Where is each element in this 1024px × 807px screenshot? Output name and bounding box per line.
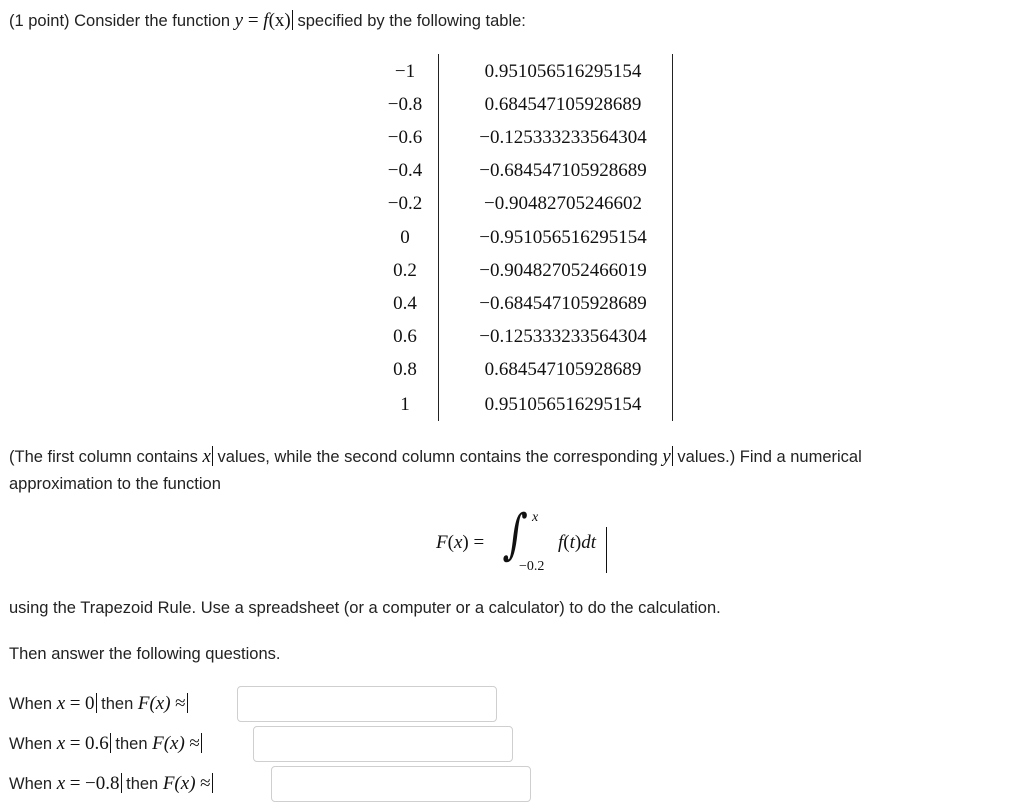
question-3-label: When x = −0.8 then F(x) ≈ xyxy=(9,773,211,794)
explanation-line-1: (The first column contains x values, while the second column contains the corresponding y values.) Find a numerical xyxy=(9,446,862,467)
integral-sign: ∫ xyxy=(501,503,530,567)
y-value: 0.951056516295154 xyxy=(484,61,642,82)
x-value: −0.6 xyxy=(387,127,423,148)
y-value: −0.125333233564304 xyxy=(479,127,647,148)
table-row xyxy=(370,154,680,187)
y-value: −0.951056516295154 xyxy=(479,227,647,248)
y-value: 0.684547105928689 xyxy=(484,359,642,380)
x-value: 0.6 xyxy=(393,326,417,347)
x-value: 0.2 xyxy=(393,260,417,281)
table-row xyxy=(370,88,680,121)
table-row xyxy=(370,121,680,154)
intro-suffix: specified by the following table: xyxy=(297,12,526,30)
table-row xyxy=(370,353,680,386)
x-value: 0 xyxy=(400,227,410,248)
y-value: −0.684547105928689 xyxy=(479,160,647,181)
cursor-bar xyxy=(606,527,607,573)
y-value: 0.684547105928689 xyxy=(484,94,642,115)
followup-text: Then answer the following questions. xyxy=(9,645,281,663)
intro-prefix: (1 point) Consider the function xyxy=(9,12,231,30)
y-value: −0.904827052466019 xyxy=(479,260,647,281)
explanation-line-2: approximation to the function xyxy=(9,475,221,493)
y-value: −0.90482705246602 xyxy=(484,193,642,214)
answer-input-2[interactable] xyxy=(253,726,513,762)
x-value: −0.8 xyxy=(387,94,423,115)
upper-limit: x xyxy=(532,510,539,525)
question-2-label: When x = 0.6 then F(x) ≈ xyxy=(9,733,200,754)
function-notation: y = f(x) xyxy=(234,10,291,31)
x-value: −0.4 xyxy=(387,160,423,181)
table-row xyxy=(370,55,680,88)
x-value: 1 xyxy=(400,394,410,415)
table-row xyxy=(370,287,680,320)
x-value: 0.8 xyxy=(393,359,417,380)
instruction-text: using the Trapezoid Rule. Use a spreadsheet (or a computer or a calculator) to do the calculation. xyxy=(9,599,721,617)
x-value: −0.2 xyxy=(387,193,423,214)
table-row xyxy=(370,388,680,421)
table-row xyxy=(370,254,680,287)
integrand: f(t)dt xyxy=(558,532,596,553)
question-1-label: When x = 0 then F(x) ≈ xyxy=(9,693,186,714)
answer-input-3[interactable] xyxy=(271,766,531,802)
y-value: −0.684547105928689 xyxy=(479,293,647,314)
x-value: −1 xyxy=(394,61,416,82)
x-value: 0.4 xyxy=(393,293,417,314)
y-variable: y xyxy=(662,446,671,467)
y-value: −0.125333233564304 xyxy=(479,326,647,347)
table-row xyxy=(370,320,680,353)
x-variable: x xyxy=(202,446,211,467)
y-value: 0.951056516295154 xyxy=(484,394,642,415)
answer-input-1[interactable] xyxy=(237,686,497,722)
table-row xyxy=(370,221,680,254)
table-row xyxy=(370,187,680,220)
intro-line xyxy=(9,10,526,32)
lower-limit: −0.2 xyxy=(519,559,545,574)
